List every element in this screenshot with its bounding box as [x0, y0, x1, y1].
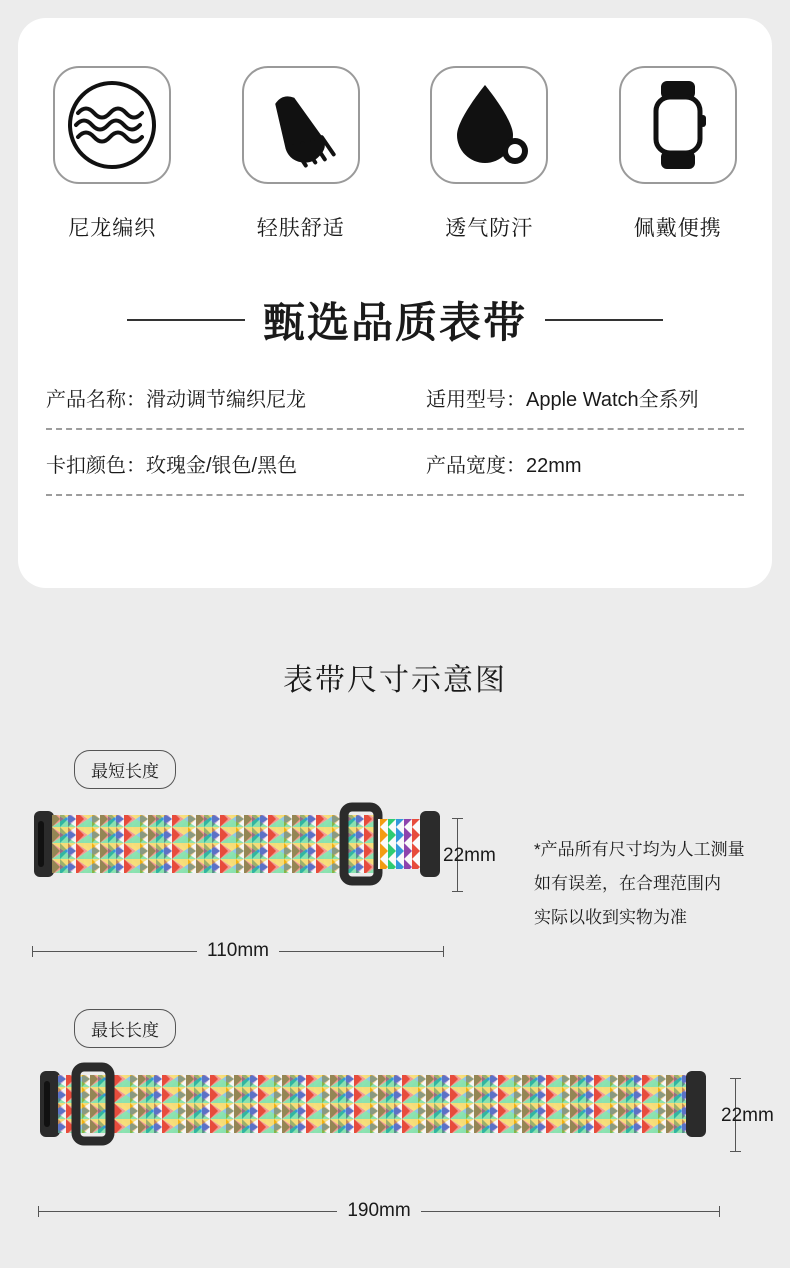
spec-row — [46, 452, 744, 494]
feature-label: 透气防汗 — [445, 217, 534, 240]
spec-cell-model — [426, 386, 699, 414]
spec-cell-name — [46, 386, 426, 414]
heading-rule-right — [545, 319, 663, 321]
feature-item-wearable — [603, 66, 753, 242]
feature-label: 尼龙编织 — [68, 217, 157, 240]
shortest-length-pill: 最短长度 — [74, 750, 176, 789]
breathable-sweatproof-icon — [430, 66, 548, 184]
dimension-line — [33, 951, 197, 952]
spec-cell-width — [426, 452, 582, 480]
heading-text: 甄选品质表带 — [262, 299, 527, 346]
height-dimension-label-longest: 22mm — [721, 1105, 774, 1126]
product-info-card — [18, 18, 772, 588]
feature-item-nylon-weave — [37, 66, 187, 242]
width-dimension-label-shortest: 110mm — [207, 940, 269, 961]
size-diagram-title: 表带尺寸示意图 — [283, 664, 507, 697]
dimension-tick — [730, 1151, 741, 1152]
feature-label: 轻肤舒适 — [256, 217, 345, 240]
dimension-tick — [719, 1206, 720, 1217]
height-dimension-label-shortest: 22mm — [443, 845, 496, 866]
spec-key: 产品名称： — [46, 389, 146, 411]
spec-value: 22mm — [526, 455, 582, 477]
band-shortest-illustration — [28, 795, 448, 925]
feature-list — [18, 66, 772, 242]
spec-divider — [46, 428, 744, 430]
spec-key: 适用型号： — [426, 389, 526, 411]
note-line-2: 如有误差，在合理范围内 — [534, 874, 721, 893]
note-line-1: *产品所有尺寸均为人工测量 — [534, 840, 745, 859]
spec-key: 卡扣颜色： — [46, 455, 146, 477]
spec-value: Apple Watch全系列 — [526, 389, 699, 411]
feature-label: 佩戴便携 — [633, 217, 722, 240]
spec-value: 滑动调节编织尼龙 — [146, 389, 306, 411]
measurement-note — [534, 833, 745, 935]
dimension-line — [421, 1211, 719, 1212]
soft-skin-icon — [242, 66, 360, 184]
nylon-weave-icon — [53, 66, 171, 184]
spec-row — [46, 386, 744, 428]
dimension-line — [279, 951, 443, 952]
dimension-tick — [443, 946, 444, 957]
dimension-line — [39, 1211, 337, 1212]
spec-table — [46, 386, 744, 518]
spec-divider — [46, 494, 744, 496]
longest-length-pill: 最长长度 — [74, 1009, 176, 1048]
feature-item-breathable — [414, 66, 564, 242]
spec-value: 玫瑰金/银色/黑色 — [146, 455, 298, 477]
spec-cell-buckle-color — [46, 452, 426, 480]
spec-key: 产品宽度： — [426, 455, 526, 477]
note-line-3: 实际以收到实物为准 — [534, 908, 687, 927]
width-dimension-line-shortest — [32, 940, 444, 962]
width-dimension-label-longest: 190mm — [347, 1200, 411, 1221]
feature-item-soft-skin — [226, 66, 376, 242]
band-longest-illustration — [18, 1055, 718, 1185]
dimension-tick — [452, 891, 463, 892]
section-heading — [18, 290, 772, 350]
heading-rule-left — [127, 319, 245, 321]
wearable-portable-icon — [619, 66, 737, 184]
width-dimension-line-longest — [38, 1200, 720, 1222]
